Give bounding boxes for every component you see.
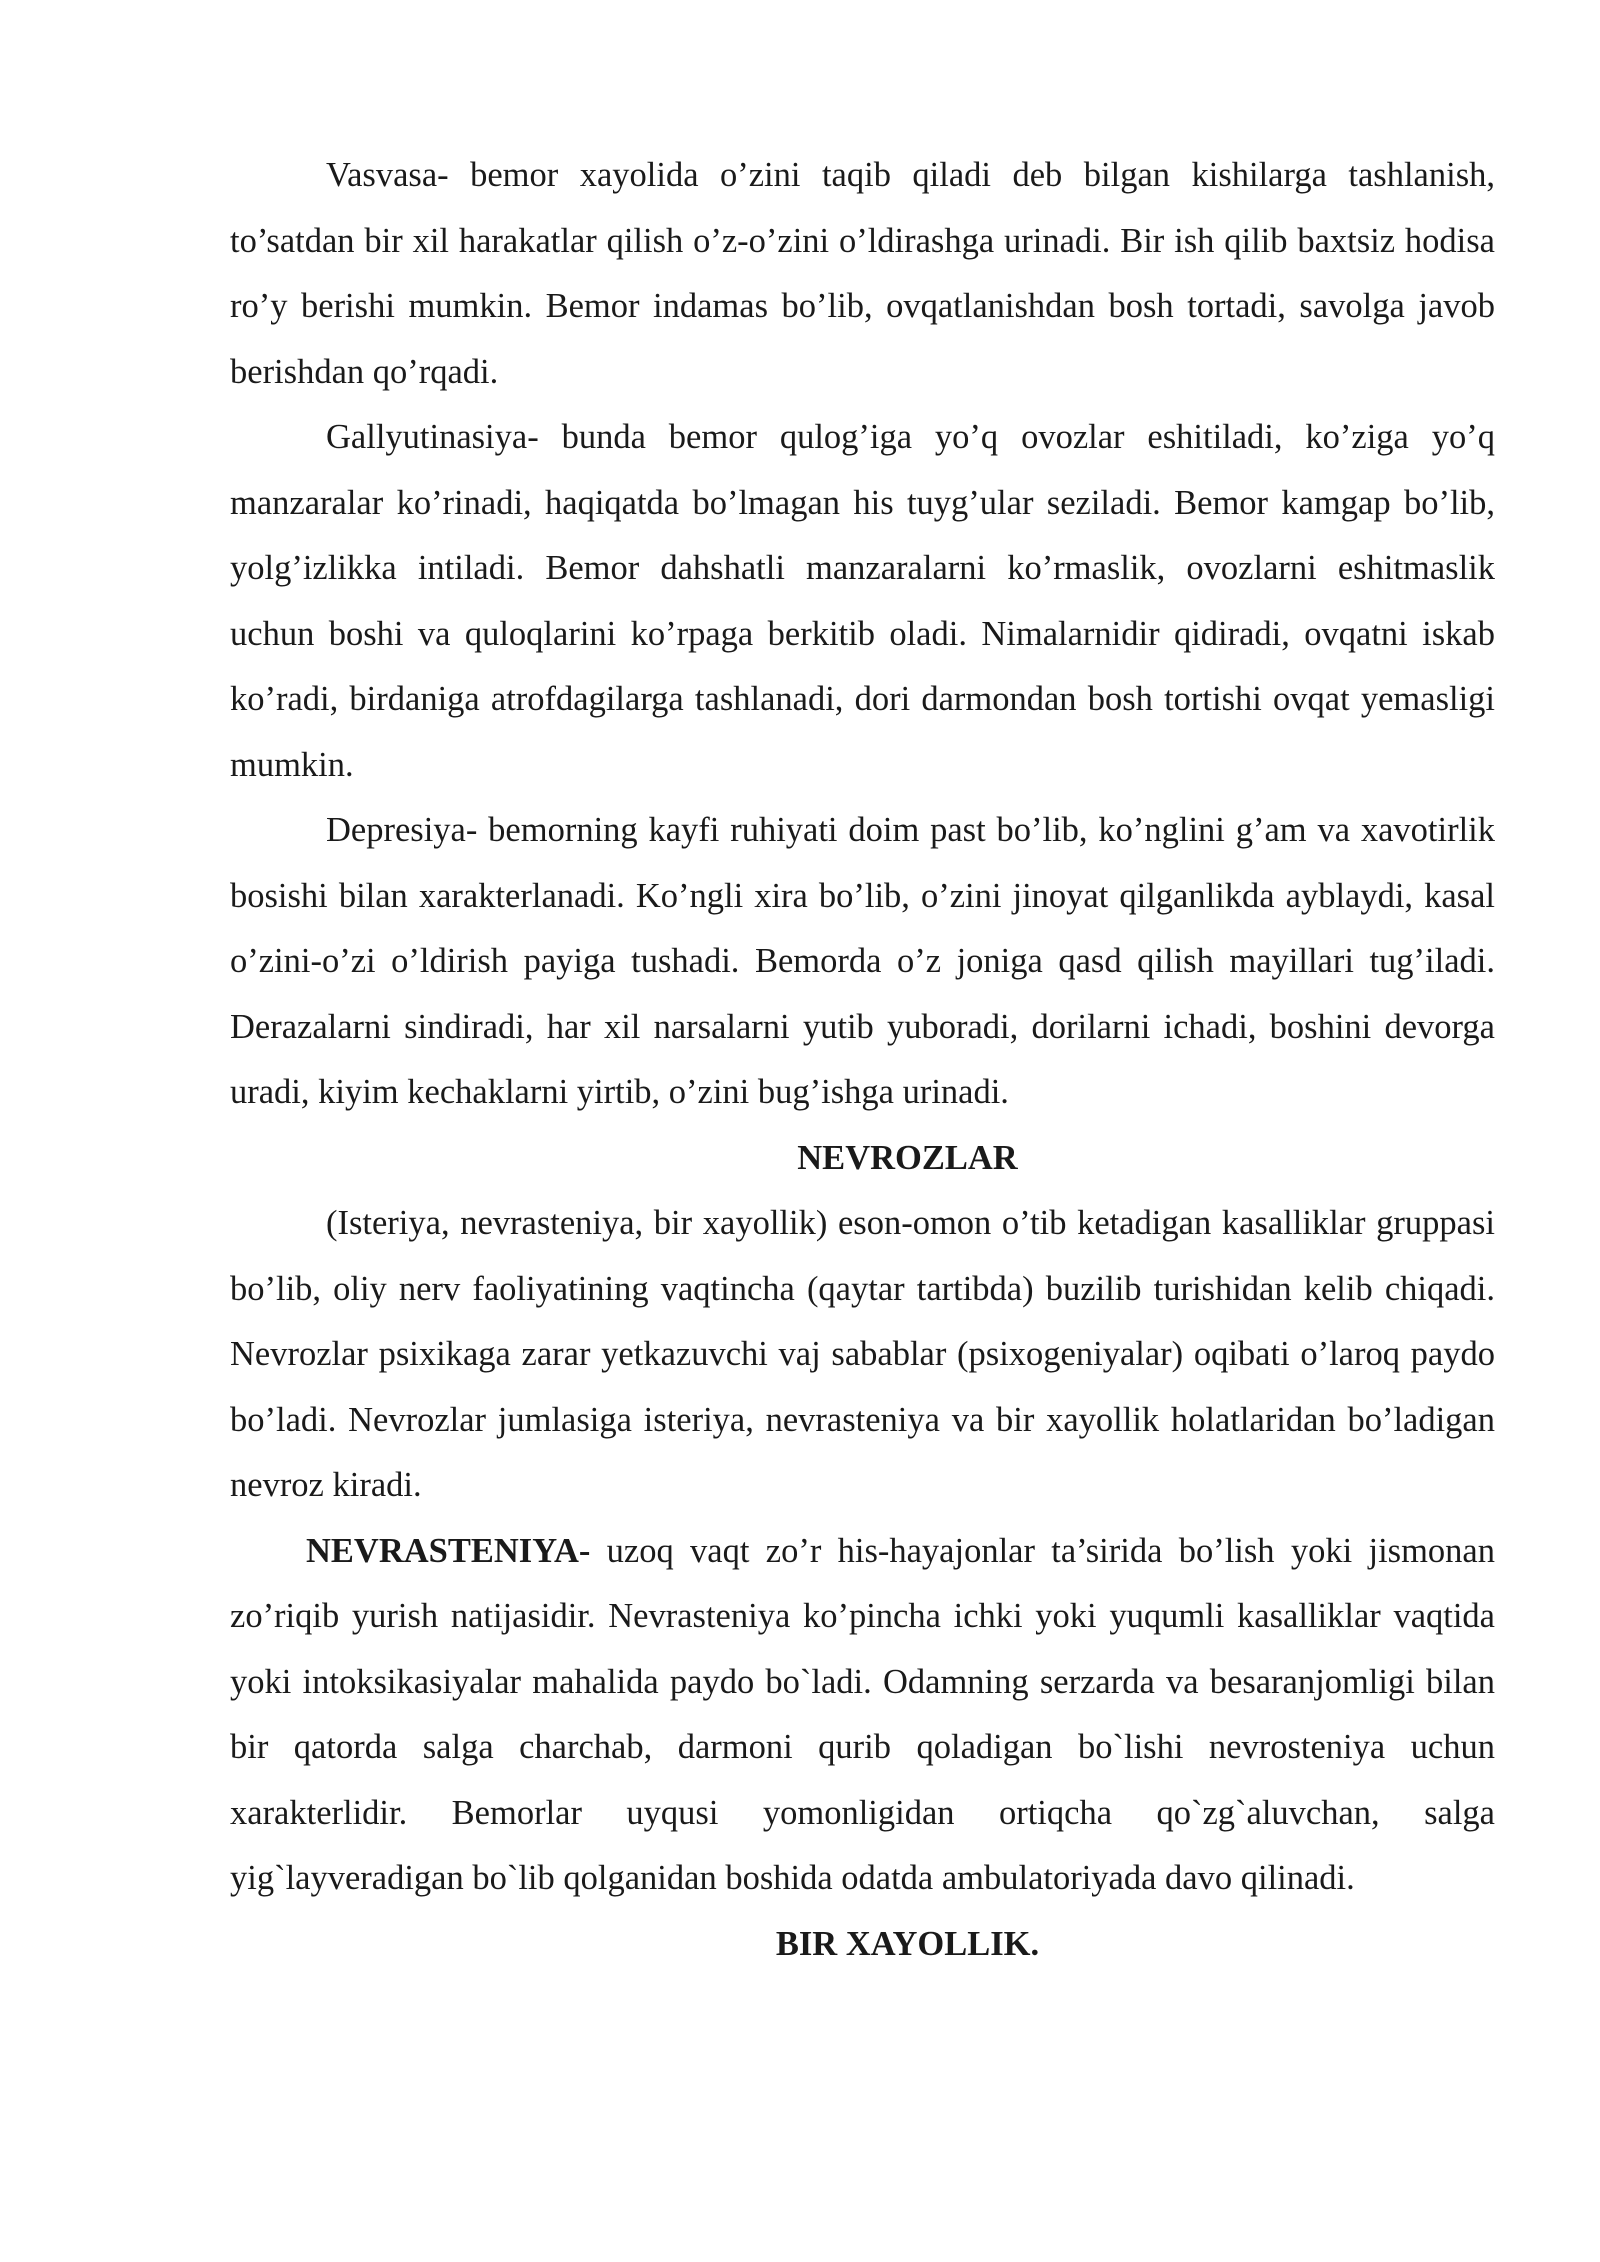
document-page bbox=[230, 143, 1495, 1977]
paragraph-vasvasa: Vasvasa- bemor xayolida o’zini taqib qiladi deb bilgan kishilarga tashlanish, to’satdan bir xil harakatlar qilish o’z-o’zini o’ldirashga urinadi. Bir ish qilib baxtsiz hodisa ro’y berishi mumkin. Bemor indamas bo’lib, ovqatlanishdan bosh tortadi, savolga javob berishdan qo’rqadi. bbox=[230, 156, 1495, 391]
heading-bir-xayollik: BIR XAYOLLIK. bbox=[775, 1924, 1040, 1963]
paragraph-nevrozlar: (Isteriya, nevrasteniya, bir xayollik) eson-omon o’tib ketadigan kasalliklar gruppasi bo’lib, oliy nerv faoliyatining vaqtincha (qaytar tartibda) buzilib turishidan kelib chiqadi. Nevrozlar psixikaga zarar yetkazuvchi vaj sabablar (psixogeniyalar) oqibati o’laroq paydo bo’ladi. Nevrozlar jumlasiga isteriya, nevrasteniya va bir xayollik holatlaridan bo’ladigan nevroz kiradi. bbox=[230, 1204, 1495, 1504]
nevrasteniya-term: NEVRASTENIYA- bbox=[306, 1531, 591, 1570]
paragraph-gallyutinasiya: Gallyutinasiya- bunda bemor qulog’iga yo’q ovozlar eshitiladi, ko’ziga yo’q manzaralar ko’rinadi, haqiqatda bo’lmagan his tuyg’ular seziladi. Bemor kamgap bo’lib, yolg’izlikka intiladi. Bemor dahshatli manzaralarni ko’rmaslik, ovozlarni eshitmaslik uchun boshi va quloqlarini ko’rpaga berkitib oladi. Nimalarnidir qidiradi, ovqatni iskab ko’radi, birdaniga atrofdagilarga tashlanadi, dori darmondan bosh tortishi ovqat yemasligi mumkin. bbox=[230, 418, 1495, 784]
paragraph-nevrasteniya bbox=[230, 1519, 1495, 1912]
heading-nevrozlar: NEVROZLAR bbox=[797, 1138, 1018, 1177]
nevrasteniya-description: uzoq vaqt zo’r his-hayajonlar ta’sirida bo’lish yoki jismonan zo’riqib yurish natijasidir. Nevrasteniya ko’pincha ichki yoki yuqumli kasalliklar vaqtida yoki intoksikasiyalar mahalida paydo bo`ladi. Odamning serzarda va besaranjomligi bilan bir qatorda salga charchab, darmoni qurib qoladigan bo`lishi nevrosteniya uchun xarakterlidir. Bemorlar uyqusi yomonligidan ortiqcha qo`zg`aluvchan, salga yig`layveradigan bo`lib qolganidan boshida odatda ambulatoriyada davo qilinadi. bbox=[230, 1531, 1495, 1897]
paragraph-depresiya: Depresiya- bemorning kayfi ruhiyati doim past bo’lib, ko’nglini g’am va xavotirlik bosishi bilan xarakterlanadi. Ko’ngli xira bo’lib, o’zini jinoyat qilganlikda ayblaydi, kasal o’zini-o’zi o’ldirish payiga tushadi. Bemorda o’z joniga qasd qilish mayillari tug’iladi. Derazalarni sindiradi, har xil narsalarni yutib yuboradi, dorilarni ichadi, boshini devorga uradi, kiyim kechaklarni yirtib, o’zini bug’ishga urinadi. bbox=[230, 811, 1495, 1111]
